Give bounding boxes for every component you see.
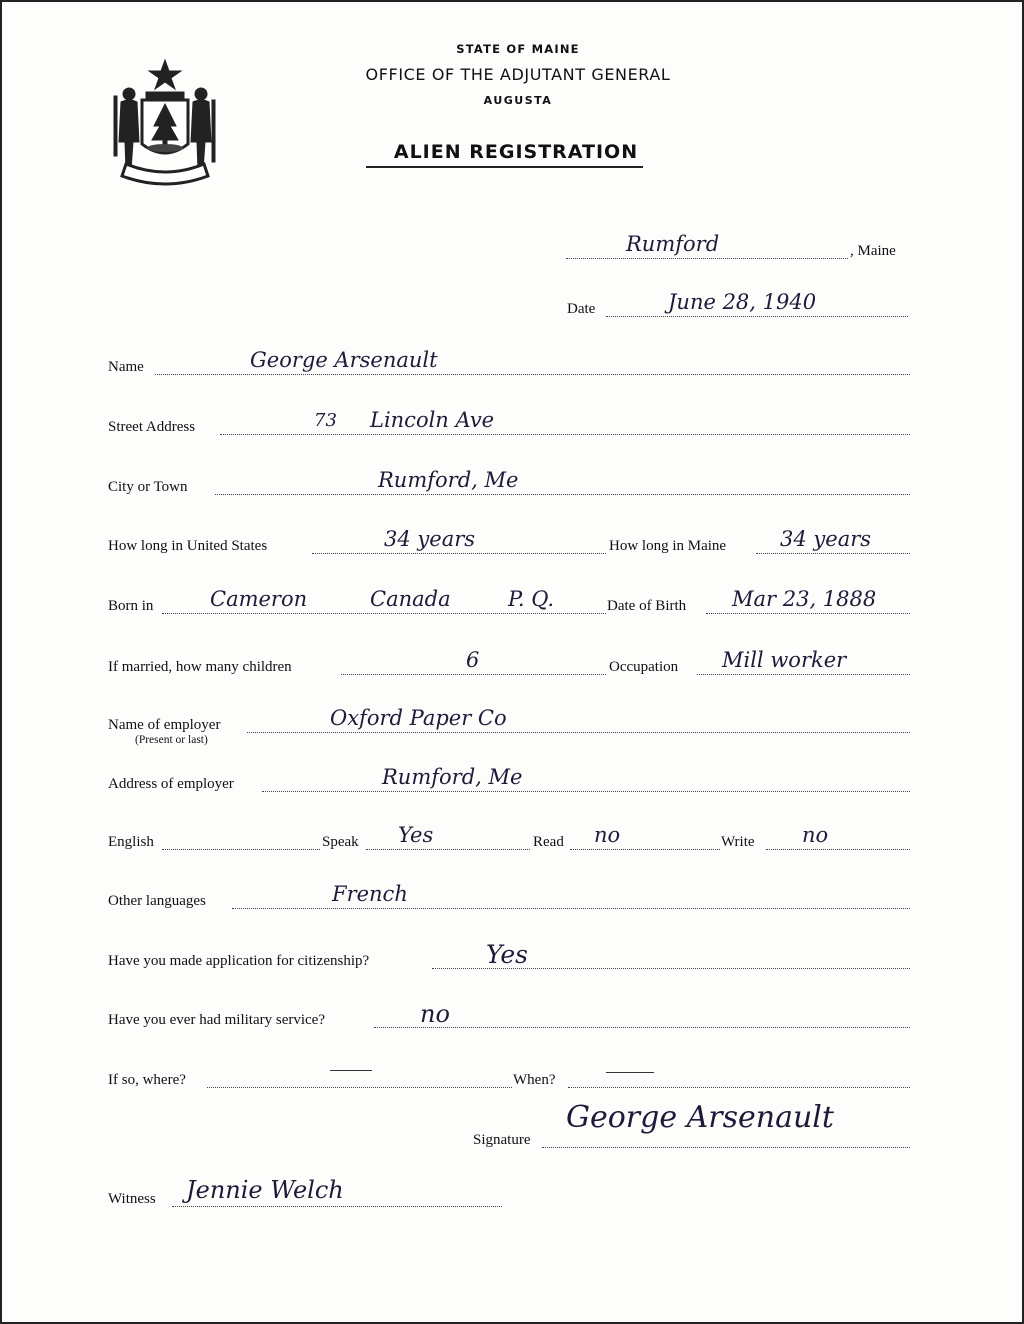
born-label: Born in [108, 598, 154, 614]
speak-entry: Yes [398, 823, 434, 847]
children-label: If married, how many children [108, 659, 292, 675]
name-line [155, 374, 910, 375]
city-label: City or Town [108, 479, 188, 495]
occupation-line [697, 674, 910, 675]
city-entry: Rumford, Me [378, 468, 519, 492]
other-languages-line [232, 908, 910, 909]
witness-line [172, 1206, 502, 1207]
witness-entry: Jennie Welch [186, 1176, 344, 1204]
born-place-entry: Cameron [210, 587, 308, 611]
born-province-entry: P. Q. [508, 587, 555, 611]
name-entry: George Arsenault [250, 348, 438, 372]
employer-address-line [262, 791, 910, 792]
speak-line [366, 849, 530, 850]
street-line [220, 434, 910, 435]
english-label: English [108, 834, 154, 850]
date-entry: June 28, 1940 [668, 290, 817, 314]
where-label: If so, where? [108, 1072, 186, 1088]
city-line [215, 494, 910, 495]
form-title: ALIEN REGISTRATION [393, 141, 639, 163]
title-underline [366, 166, 643, 168]
street-label: Street Address [108, 419, 196, 435]
header-office: OFFICE OF THE ADJUTANT GENERAL [365, 65, 671, 84]
write-line [766, 849, 910, 850]
witness-label: Witness [108, 1191, 156, 1207]
born-line [162, 613, 606, 614]
military-line [374, 1027, 910, 1028]
signature-line [542, 1147, 910, 1148]
employer-address-entry: Rumford, Me [382, 765, 523, 789]
years-maine-entry: 34 years [780, 527, 872, 551]
english-line [162, 849, 320, 850]
years-us-entry: 34 years [384, 527, 476, 551]
children-entry: 6 [466, 648, 480, 672]
signature-entry: George Arsenault [566, 1100, 834, 1135]
date-label: Date [567, 301, 596, 317]
header-city: AUGUSTA [483, 94, 553, 107]
occupation-entry: Mill worker [722, 648, 847, 672]
other-languages-label: Other languages [108, 893, 206, 909]
born-country-entry: Canada [370, 587, 451, 611]
maine-label: How long in Maine [609, 538, 727, 554]
dob-line [706, 613, 910, 614]
maine-line [756, 553, 910, 554]
signature-label: Signature [473, 1132, 531, 1148]
town-suffix-label: , Maine [850, 243, 896, 259]
town-line [566, 258, 848, 259]
town-entry: Rumford [626, 232, 720, 256]
occupation-label: Occupation [609, 659, 679, 675]
read-entry: no [594, 823, 621, 847]
read-label: Read [533, 834, 564, 850]
military-entry: no [420, 1000, 450, 1028]
children-line [341, 674, 606, 675]
employer-address-label: Address of employer [108, 776, 234, 792]
when-label: When? [513, 1072, 556, 1088]
employer-sublabel: (Present or last) [135, 734, 208, 746]
street-number-entry: 73 [314, 410, 337, 431]
us-line [312, 553, 606, 554]
header-state: STATE OF MAINE [456, 42, 580, 56]
employer-label: Name of employer [108, 717, 221, 733]
write-label: Write [721, 834, 755, 850]
date-line [606, 316, 908, 317]
street-name-entry: Lincoln Ave [370, 408, 495, 432]
dob-label: Date of Birth [607, 598, 687, 614]
military-label: Have you ever had military service? [108, 1012, 325, 1028]
write-entry: no [802, 823, 829, 847]
citizenship-entry: Yes [486, 940, 528, 969]
employer-entry: Oxford Paper Co [330, 706, 507, 730]
speak-label: Speak [322, 834, 359, 850]
us-label: How long in United States [108, 538, 268, 554]
name-label: Name [108, 359, 144, 375]
dob-entry: Mar 23, 1888 [732, 587, 877, 611]
read-line [570, 849, 720, 850]
employer-line [247, 732, 910, 733]
other-languages-entry: French [332, 882, 408, 906]
when-line [568, 1087, 910, 1088]
when-dash [606, 1072, 654, 1073]
where-dash [330, 1070, 372, 1071]
citizenship-label: Have you made application for citizenship? [108, 953, 370, 969]
where-line [207, 1087, 512, 1088]
